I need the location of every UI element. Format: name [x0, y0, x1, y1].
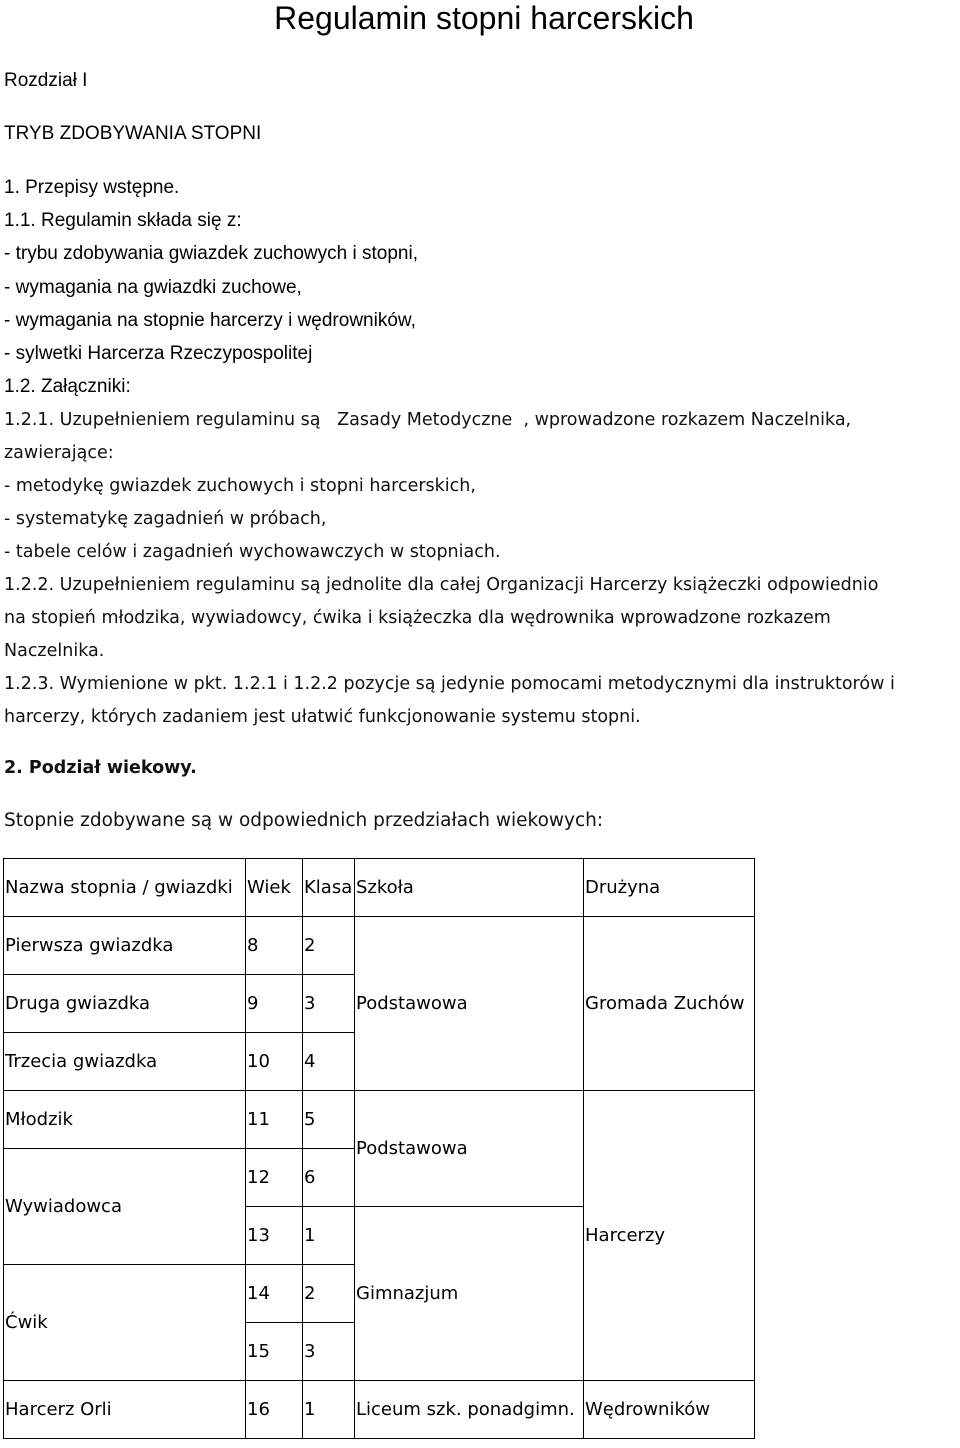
name-cell: Ćwik — [4, 1265, 246, 1381]
team-cell: Gromada Zuchów — [584, 917, 755, 1091]
name-cell: Harcerz Orli — [4, 1381, 246, 1439]
chapter-heading: TRYB ZDOBYWANIA STOPNI — [4, 123, 262, 144]
section-2-intro: Stopnie zdobywane są w odpowiednich przedziałach wiekowych: — [4, 810, 604, 831]
paragraph-line: - sylwetki Harcerza Rzeczypospolitej — [4, 343, 313, 364]
header-cell: Wiek — [246, 859, 303, 917]
age-cell: 9 — [246, 975, 303, 1033]
paragraph-line: - wymagania na gwiazdki zuchowe, — [4, 277, 302, 298]
section-1-heading: 1. Przepisy wstępne. — [4, 177, 180, 198]
class-cell: 5 — [303, 1091, 355, 1149]
paragraph-line: na stopień młodzika, wywiadowcy, ćwika i książeczka dla wędrownika wprowadzone rozkazem — [4, 608, 831, 628]
school-cell: Podstawowa — [355, 1091, 584, 1207]
name-cell: Wywiadowca — [4, 1149, 246, 1265]
paragraph-line: - tabele celów i zagadnień wychowawczych w stopniach. — [4, 542, 501, 562]
name-cell: Trzecia gwiazdka — [4, 1033, 246, 1091]
chapter-label: Rozdział I — [4, 70, 88, 91]
paragraph-line: 1.2.2. Uzupełnieniem regulaminu są jednolite dla całej Organizacji Harcerzy książeczki odpowiednio — [4, 575, 879, 595]
class-cell: 4 — [303, 1033, 355, 1091]
name-cell: Pierwsza gwiazdka — [4, 917, 246, 975]
school-cell: Gimnazjum — [355, 1207, 584, 1381]
class-cell: 2 — [303, 917, 355, 975]
paragraph-line: zawierające: — [4, 443, 114, 463]
header-cell: Klasa — [303, 859, 355, 917]
paragraph-line: Naczelnika. — [4, 641, 105, 661]
paragraph-line: harcerzy, których zadaniem jest ułatwić funkcjonowanie systemu stopni. — [4, 707, 641, 727]
class-cell: 2 — [303, 1265, 355, 1323]
table-row — [4, 917, 755, 975]
age-cell: 10 — [246, 1033, 303, 1091]
table-header-row — [4, 859, 755, 917]
header-cell: Nazwa stopnia / gwiazdki — [4, 859, 246, 917]
paragraph-line: 1.1. Regulamin składa się z: — [4, 210, 242, 231]
class-cell: 3 — [303, 975, 355, 1033]
age-cell: 11 — [246, 1091, 303, 1149]
school-cell: Podstawowa — [355, 917, 584, 1091]
paragraph-line: - trybu zdobywania gwiazdek zuchowych i stopni, — [4, 243, 418, 264]
paragraph-line: - wymagania na stopnie harcerzy i wędrowników, — [4, 310, 416, 331]
class-cell: 1 — [303, 1207, 355, 1265]
name-cell: Młodzik — [4, 1091, 246, 1149]
paragraph-line: - systematykę zagadnień w próbach, — [4, 509, 327, 529]
class-cell: 3 — [303, 1323, 355, 1381]
age-cell: 16 — [246, 1381, 303, 1439]
age-cell: 13 — [246, 1207, 303, 1265]
age-groups-table — [3, 858, 755, 1439]
school-cell: Liceum szk. ponadgimn. — [355, 1381, 584, 1439]
team-cell: Harcerzy — [584, 1091, 755, 1381]
class-cell: 1 — [303, 1381, 355, 1439]
table-row — [4, 1091, 755, 1149]
age-cell: 15 — [246, 1323, 303, 1381]
age-cell: 12 — [246, 1149, 303, 1207]
team-cell: Wędrowników — [584, 1381, 755, 1439]
age-cell: 8 — [246, 917, 303, 975]
table-row — [4, 1381, 755, 1439]
paragraph-line: 1.2. Załączniki: — [4, 376, 131, 397]
section-2-heading: 2. Podział wiekowy. — [4, 758, 197, 778]
header-cell: Szkoła — [355, 859, 584, 917]
age-cell: 14 — [246, 1265, 303, 1323]
paragraph-line: 1.2.3. Wymienione w pkt. 1.2.1 i 1.2.2 pozycje są jedynie pomocami metodycznymi dla instruktorów i — [4, 674, 895, 694]
paragraph-line: - metodykę gwiazdek zuchowych i stopni harcerskich, — [4, 476, 476, 496]
header-cell: Drużyna — [584, 859, 755, 917]
name-cell: Druga gwiazdka — [4, 975, 246, 1033]
document-title: Regulamin stopni harcerskich — [274, 0, 694, 36]
class-cell: 6 — [303, 1149, 355, 1207]
paragraph-line: 1.2.1. Uzupełnieniem regulaminu są Zasady Metodyczne , wprowadzone rozkazem Naczelnika, — [4, 410, 852, 430]
